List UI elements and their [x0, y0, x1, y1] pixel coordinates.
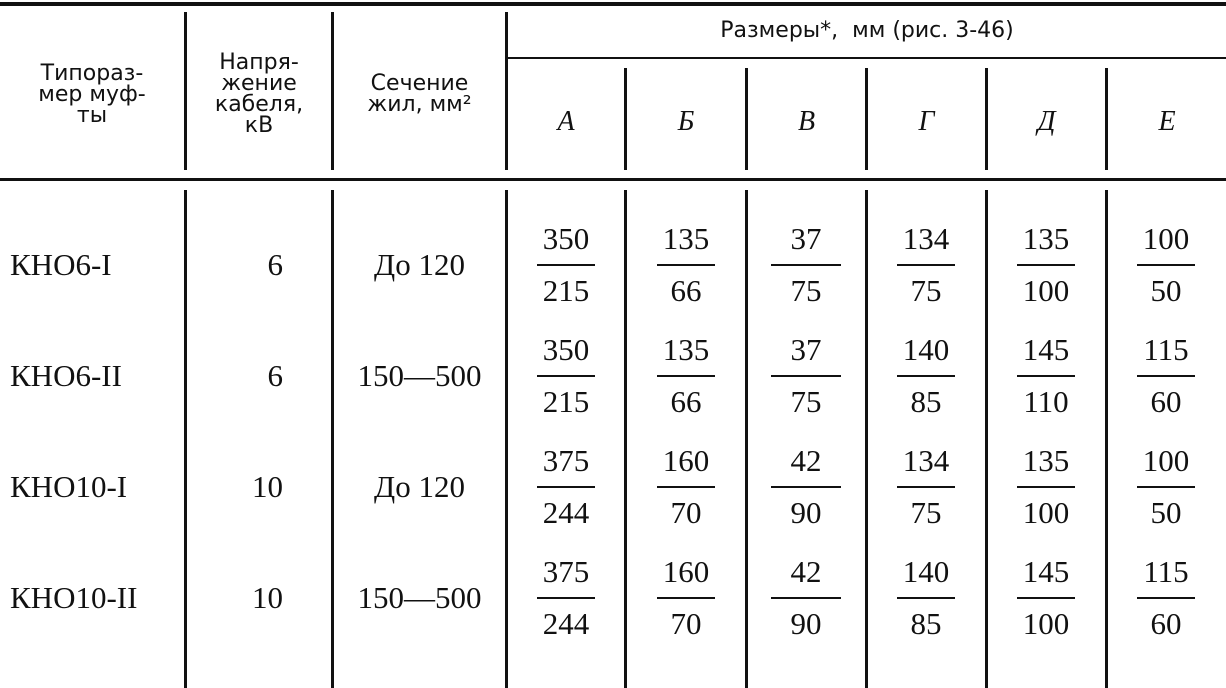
dim-e [1111, 555, 1221, 643]
header-line: Сечение [370, 71, 469, 96]
dim-upper: 135 [1022, 221, 1070, 256]
fraction-bar [897, 486, 955, 488]
fraction-bar [771, 597, 841, 599]
dim-upper: 100 [1142, 443, 1190, 478]
dim-lower: 66 [670, 384, 702, 419]
fraction-bar [1017, 264, 1075, 266]
header-dim-g: Г [918, 106, 935, 137]
header-line: жение [221, 71, 297, 96]
fraction-bar [1017, 375, 1075, 377]
dim-lower: 100 [1022, 606, 1070, 641]
header-bottom-rule [0, 178, 1226, 181]
core-section: До 120 [374, 247, 465, 282]
dim-g [871, 555, 981, 643]
dim-upper: 375 [542, 443, 590, 478]
dim-lower: 70 [670, 495, 702, 530]
dim-upper: 140 [902, 332, 950, 367]
dim-lower: 75 [910, 273, 942, 308]
dim-lower: 110 [1023, 384, 1069, 419]
header-line: жил, мм² [367, 92, 472, 117]
header-line: кабеля, [214, 92, 304, 117]
dim-e [1111, 333, 1221, 421]
fraction-bar [1017, 597, 1075, 599]
dim-upper: 350 [542, 332, 590, 367]
dim-upper: 37 [790, 221, 822, 256]
dim-v [751, 444, 861, 532]
dim-upper: 134 [902, 221, 950, 256]
dim-lower: 75 [790, 273, 822, 308]
dim-d [991, 222, 1101, 310]
header-line: Типораз- [40, 60, 144, 86]
dim-upper: 160 [662, 554, 710, 589]
col-divider [745, 190, 748, 688]
cable-voltage: 10 [252, 469, 283, 504]
dim-upper: 375 [542, 554, 590, 589]
fraction-bar [537, 597, 595, 599]
dim-upper: 135 [662, 221, 710, 256]
dim-b [631, 444, 741, 532]
dim-lower: 50 [1150, 495, 1182, 530]
dim-lower: 85 [910, 606, 942, 641]
dim-lower: 60 [1150, 384, 1182, 419]
dim-upper: 42 [790, 443, 822, 478]
coupling-type: КНО10-I [10, 469, 128, 504]
header-dim-d: Д [1037, 106, 1056, 137]
fraction-bar [657, 264, 715, 266]
fraction-bar [1137, 486, 1195, 488]
coupling-type: КНО6-I [10, 247, 112, 282]
core-section: 150—500 [357, 580, 482, 615]
dim-a [511, 333, 621, 421]
fraction-bar [537, 264, 595, 266]
col-divider [985, 190, 988, 688]
header-line: Напря- [219, 50, 299, 75]
dim-lower: 100 [1022, 495, 1070, 530]
dim-upper: 160 [662, 443, 710, 478]
dim-upper: 115 [1143, 332, 1189, 367]
dim-lower: 215 [542, 273, 590, 308]
core-section: 150—500 [357, 358, 482, 393]
dim-g [871, 222, 981, 310]
fraction-bar [771, 375, 841, 377]
col-divider [505, 190, 508, 688]
header-dim-b: Б [677, 106, 695, 137]
dim-lower: 75 [790, 384, 822, 419]
dim-v [751, 555, 861, 643]
col-divider [184, 190, 187, 688]
fraction-bar [897, 264, 955, 266]
cable-voltage: 6 [267, 247, 283, 282]
dim-d [991, 444, 1101, 532]
fraction-bar [1017, 486, 1075, 488]
dim-upper: 135 [662, 332, 710, 367]
dim-v [751, 222, 861, 310]
header-section [334, 14, 505, 174]
dim-b [631, 222, 741, 310]
header-line: ты [76, 102, 108, 128]
fraction-bar [657, 486, 715, 488]
dim-a [511, 555, 621, 643]
dim-a [511, 444, 621, 532]
dim-lower: 244 [542, 606, 590, 641]
dim-upper: 135 [1022, 443, 1070, 478]
header-dim-v: В [797, 106, 816, 137]
dim-lower: 215 [542, 384, 590, 419]
dim-b [631, 555, 741, 643]
header-line: кВ [244, 113, 274, 138]
dim-upper: 145 [1022, 554, 1070, 589]
fraction-bar [537, 375, 595, 377]
dim-upper: 350 [542, 221, 590, 256]
dim-g [871, 444, 981, 532]
dim-lower: 90 [790, 495, 822, 530]
col-divider [865, 190, 868, 688]
fraction-bar [897, 597, 955, 599]
dim-lower: 66 [670, 273, 702, 308]
dim-lower: 244 [542, 495, 590, 530]
dim-lower: 50 [1150, 273, 1182, 308]
dim-upper: 145 [1022, 332, 1070, 367]
header-voltage [187, 14, 331, 174]
dim-d [991, 333, 1101, 421]
dim-g [871, 333, 981, 421]
dim-upper: 115 [1143, 554, 1189, 589]
coupling-type: КНО6-II [10, 358, 122, 393]
dims-header-rule [508, 57, 1226, 59]
dim-upper: 37 [790, 332, 822, 367]
core-section: До 120 [374, 469, 465, 504]
dim-b [631, 333, 741, 421]
dim-lower: 75 [910, 495, 942, 530]
fraction-bar [897, 375, 955, 377]
dim-upper: 100 [1142, 221, 1190, 256]
dim-lower: 100 [1022, 273, 1070, 308]
dim-lower: 90 [790, 606, 822, 641]
fraction-bar [771, 486, 841, 488]
dim-upper: 140 [902, 554, 950, 589]
fraction-bar [657, 375, 715, 377]
header-dims-title: Размеры*, мм (рис. 3-46) [720, 18, 1014, 43]
fraction-bar [1137, 597, 1195, 599]
fraction-bar [1137, 375, 1195, 377]
col-divider [624, 190, 627, 688]
dim-lower: 70 [670, 606, 702, 641]
dim-lower: 60 [1150, 606, 1182, 641]
dim-e [1111, 444, 1221, 532]
fraction-bar [771, 264, 841, 266]
cable-voltage: 6 [267, 358, 283, 393]
dim-a [511, 222, 621, 310]
cable-voltage: 10 [252, 580, 283, 615]
dim-v [751, 333, 861, 421]
header-dim-e: Е [1158, 106, 1176, 137]
dim-e [1111, 222, 1221, 310]
header-dim-a: А [557, 106, 575, 137]
fraction-bar [1137, 264, 1195, 266]
header-type [0, 14, 184, 174]
fraction-bar [537, 486, 595, 488]
coupling-type: КНО10-II [10, 580, 138, 615]
dim-d [991, 555, 1101, 643]
top-rule [0, 2, 1226, 6]
header-line: мер муф- [38, 81, 146, 107]
dim-upper: 42 [790, 554, 822, 589]
col-divider [1105, 190, 1108, 688]
dim-upper: 134 [902, 443, 950, 478]
fraction-bar [657, 597, 715, 599]
dim-lower: 85 [910, 384, 942, 419]
